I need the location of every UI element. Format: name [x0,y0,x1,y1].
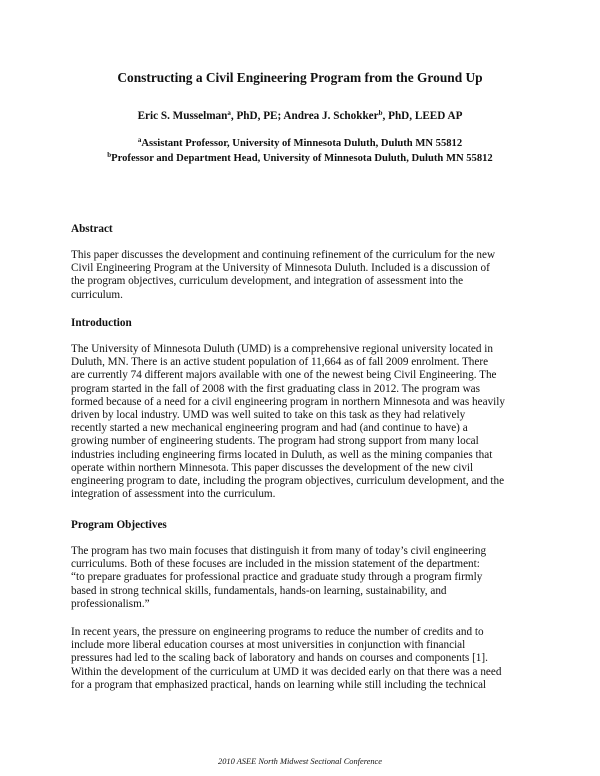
introduction-line: formed because of a need for a civil engineering program in northern Minnesota and was heavily [71,395,505,408]
introduction-line: integration of assessment into the curriculum. [71,488,276,501]
affiliation-a [0,138,600,149]
introduction-line: driven by local industry. UMD was well suited to take on this task as they had relatively [71,409,466,422]
program-objectives-line: In recent years, the pressure on engineering programs to reduce the number of credits and to [71,626,484,638]
author-2-name: Andrea J. Schokker [283,110,379,122]
program-objectives-line: based in strong technical skills, fundamentals, hands-on learning, sustainability, and [71,584,447,597]
program-objectives-line: Within the development of the curriculum at UMD it was decided early on that there was a need [71,665,502,678]
introduction-line: industries including engineering firms located in Duluth, as well as the mining companies that [71,448,493,461]
program-objectives-line: “to prepare graduates for professional practice and graduate study through a program firmly [71,571,483,584]
author-line [0,110,600,122]
author-2-affil-mark: b [378,109,383,117]
program-objectives-line: include more liberal education courses at most universities in conjunction with financial [71,639,466,652]
paper-title: Constructing a Civil Engineering Program from the Ground Up [117,70,483,85]
affiliation-a-text: Assistant Professor, University of Minnesota Duluth, Duluth MN 55812 [141,138,463,149]
program-objectives-line: professionalism.” [71,597,150,610]
abstract-paragraph [71,249,533,302]
introduction-line: are currently 74 different majors available with one of the newest being Civil Engineering. The [71,369,497,382]
program-objectives-line: curriculums. Both of these focuses are included in the mission statement of the department: [71,558,480,571]
abstract-line: Civil Engineering Program at the University of Minnesota Duluth. Included is a discussion of [71,262,490,275]
author-1-name: Eric S. Musselman [137,110,228,122]
introduction-line: engineering program to date, including the program objectives, curriculum development, and the [71,475,505,488]
introduction-line: program started in the fall of 2008 with the first graduating class in 2012. The program was [71,382,480,395]
program-objectives-heading: Program Objectives [71,519,167,531]
introduction-heading: Introduction [71,317,132,329]
program-objectives-line: The program has two main focuses that distinguish it from many of today’s civil engineering [71,545,487,557]
author-1-affil-mark: a [227,109,231,117]
introduction-line: Duluth, MN. There is an active student population of 11,664 as of fall 2009 enrolment. There [71,356,489,369]
introduction-paragraph [71,343,533,501]
author-1-credentials: , PhD, PE; [230,110,284,122]
author-2-credentials: , PhD, LEED AP [382,110,463,122]
introduction-line: The University of Minnesota Duluth (UMD) is a comprehensive regional university located in [71,343,493,355]
abstract-heading: Abstract [71,223,113,235]
introduction-line: recently started a new mechanical engineering program and had (and continue to have) a [71,422,468,435]
introduction-line: growing number of engineering students. The program had strong support from many local [71,435,479,448]
introduction-line: operate within northern Minnesota. This paper discusses the development of the new civil [71,461,474,474]
affiliation-a-mark: a [137,136,142,144]
program-objectives-paragraph-1 [71,545,533,611]
affiliation-b-mark: b [107,151,112,159]
affiliation-b [0,153,600,164]
program-objectives-paragraph-2 [71,626,533,692]
program-objectives-line: for a program that emphasized practical, hands on learning while still including the technical [71,678,487,691]
page-footer: 2010 ASEE North Midwest Sectional Conference [218,757,382,766]
abstract-line: This paper discusses the development and continuing refinement of the curriculum for the new [71,249,496,261]
affiliation-b-text: Professor and Department Head, University of Minnesota Duluth, Duluth MN 55812 [111,153,493,164]
program-objectives-line: pressures had led to the scaling back of laboratory and hands on courses and components [1]. [71,652,488,665]
abstract-line: curriculum. [71,288,123,301]
abstract-line: the program objectives, curriculum development, and integration of assessment into the [71,275,464,288]
